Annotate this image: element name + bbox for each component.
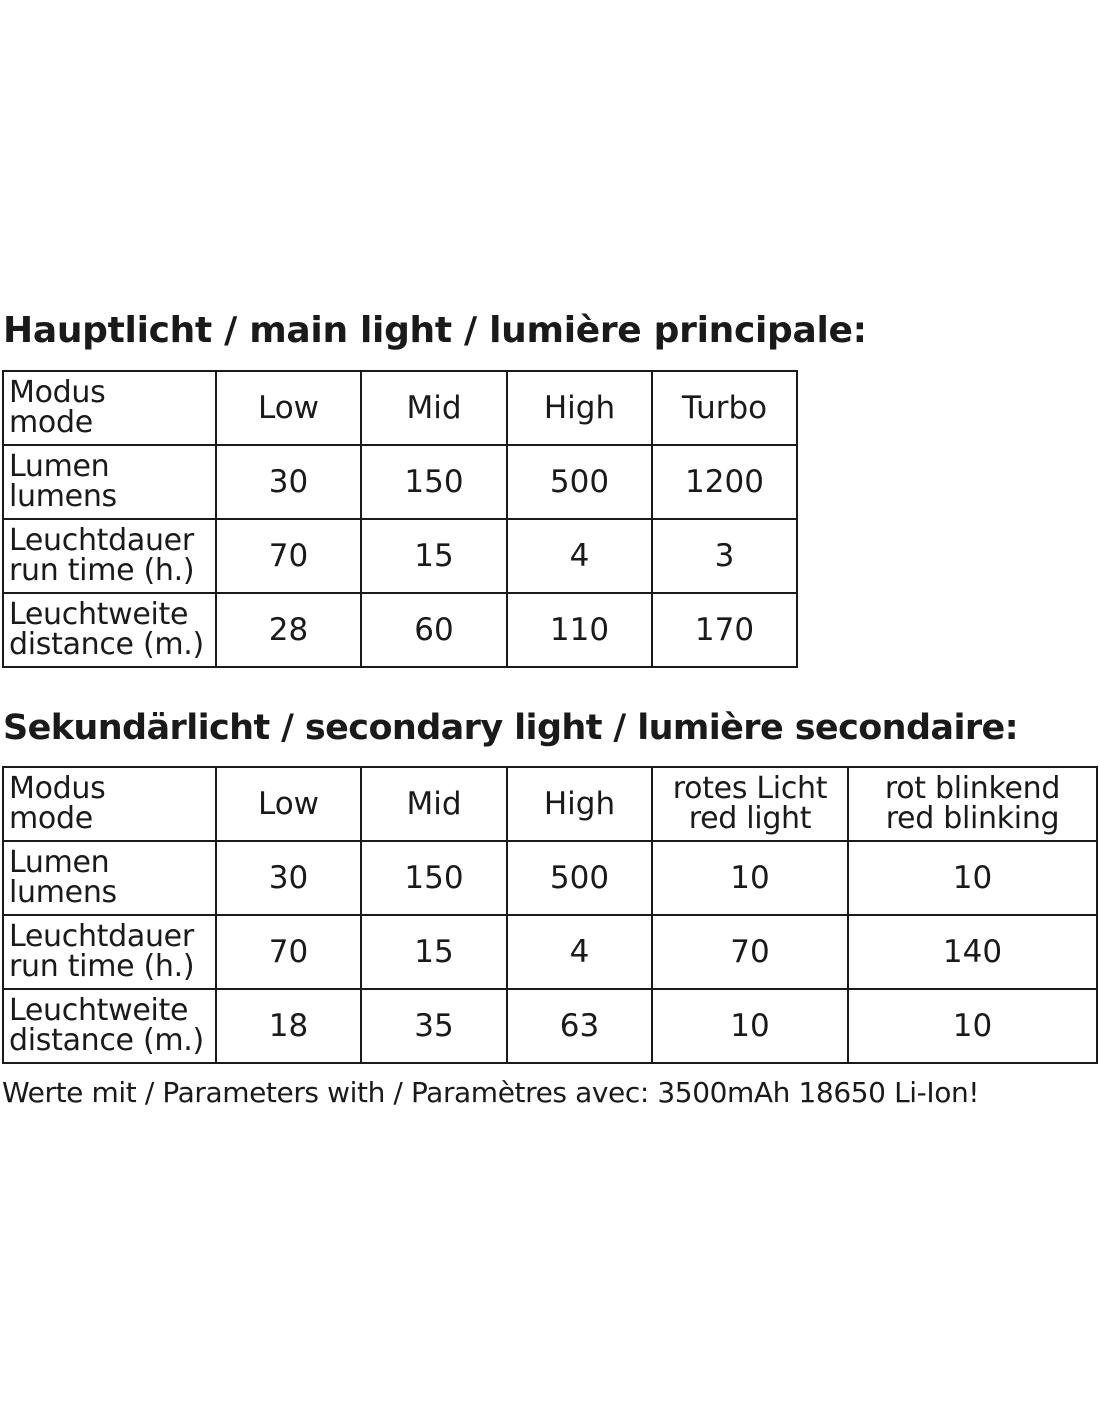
table-cell: 1200 (652, 445, 797, 519)
table-row (3, 371, 797, 445)
table-cell: 170 (652, 593, 797, 667)
table-cell: 4 (507, 915, 652, 989)
table-cell: 70 (216, 915, 361, 989)
row-label-lumens: Lumen lumens (3, 841, 216, 915)
column-header-mid: Mid (361, 767, 507, 841)
column-header-turbo: Turbo (652, 371, 797, 445)
column-header-high: High (507, 767, 652, 841)
table-cell: 63 (507, 989, 652, 1063)
table-cell: 150 (361, 841, 507, 915)
table-cell: 150 (361, 445, 507, 519)
table-cell: 10 (652, 989, 848, 1063)
table-cell: 35 (361, 989, 507, 1063)
row-label-lumens: Lumen lumens (3, 445, 216, 519)
table-cell: 110 (507, 593, 652, 667)
table-cell: 70 (216, 519, 361, 593)
table-row (3, 989, 1097, 1063)
column-header-red-light: rotes Licht red light (652, 767, 848, 841)
column-header-red-blinking: rot blinkend red blinking (848, 767, 1097, 841)
table-row (3, 915, 1097, 989)
table-cell: 15 (361, 915, 507, 989)
row-label-mode: Modus mode (3, 371, 216, 445)
table-cell: 500 (507, 841, 652, 915)
secondary-light-table (2, 766, 1098, 1064)
table-cell: 30 (216, 445, 361, 519)
secondary-light-heading: Sekundärlicht / secondary light / lumière secondaire: (3, 708, 1019, 748)
row-label-run-time: Leuchtdauer run time (h.) (3, 519, 216, 593)
table-cell: 10 (848, 841, 1097, 915)
table-row (3, 519, 797, 593)
table-cell: 28 (216, 593, 361, 667)
table-cell: 4 (507, 519, 652, 593)
main-light-table (2, 370, 798, 668)
table-cell: 10 (848, 989, 1097, 1063)
table-cell: 15 (361, 519, 507, 593)
table-cell: 30 (216, 841, 361, 915)
column-header-low: Low (216, 371, 361, 445)
column-header-low: Low (216, 767, 361, 841)
table-cell: 3 (652, 519, 797, 593)
table-row (3, 767, 1097, 841)
table-row (3, 445, 797, 519)
column-header-high: High (507, 371, 652, 445)
table-cell: 10 (652, 841, 848, 915)
table-cell: 500 (507, 445, 652, 519)
main-light-heading: Hauptlicht / main light / lumière principale: (3, 310, 867, 351)
table-cell: 18 (216, 989, 361, 1063)
table-cell: 140 (848, 915, 1097, 989)
row-label-run-time: Leuchtdauer run time (h.) (3, 915, 216, 989)
table-cell: 60 (361, 593, 507, 667)
row-label-mode: Modus mode (3, 767, 216, 841)
table-row (3, 841, 1097, 915)
row-label-distance: Leuchtweite distance (m.) (3, 989, 216, 1063)
table-row (3, 593, 797, 667)
battery-footnote: Werte mit / Parameters with / Paramètres avec: 3500mAh 18650 Li-Ion! (2, 1076, 980, 1109)
row-label-distance: Leuchtweite distance (m.) (3, 593, 216, 667)
column-header-mid: Mid (361, 371, 507, 445)
table-cell: 70 (652, 915, 848, 989)
